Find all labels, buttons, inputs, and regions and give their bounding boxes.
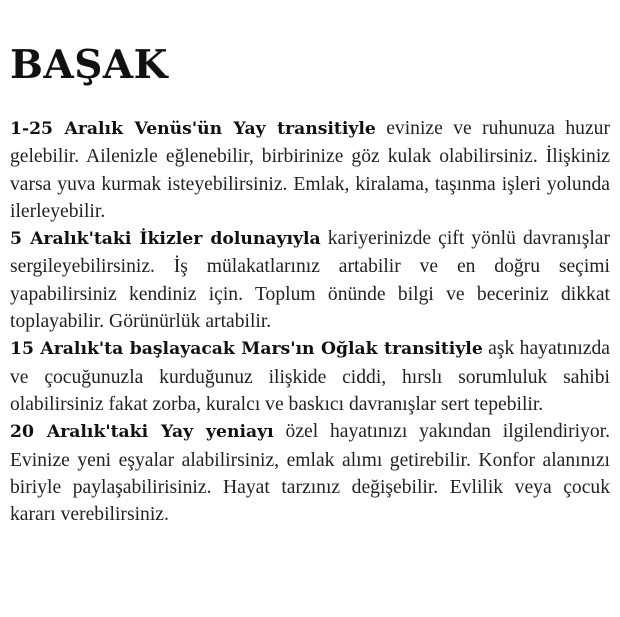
paragraph-gemini-full-moon [10,225,610,335]
paragraph-lead: 20 Aralık'taki Yay yeniayı [10,422,274,443]
paragraph-body: aşk hayatınızda ve çocuğunuzla kurduğunuz ilişkide ciddi, hırslı sorumluluk sahibi olabilirsiniz fakat zorba, kuralcı ve baskıcı davranışlar sert tepebilir. [10,338,610,415]
paragraph-venus-transit [10,115,610,225]
paragraph-lead: 5 Aralık'taki İkizler dolunayıyla [10,229,321,250]
page-title: BAŞAK [10,42,169,88]
paragraph-body: kariyerinizde çift yönlü davranışlar sergileyebilirsiniz. İş mülakatlarınız artabilir ve en doğru seçimi yapabilirsiniz kendiniz için. Toplum önünde bilgi ve beceriniz dikkat toplayabilir. Görünürlük artabilir. [10,228,610,333]
paragraph-mars-transit [10,335,610,418]
horoscope-text [10,115,610,528]
paragraph-lead: 15 Aralık'ta başlayacak Mars'ın Oğlak transitiyle [10,339,483,360]
paragraph-lead: 1-25 Aralık Venüs'ün Yay transitiyle [10,119,376,139]
paragraph-sagittarius-new-moon [10,418,610,528]
paragraph-body: özel hayatınızı yakından ilgilendiriyor. Evinize yeni eşyalar alabilirsiniz, emlak alımı getirebilir. Konfor alanınızı biriyle paylaşabilirisiniz. Hayat tarzınız değişebilir. Evlilik veya çocuk kararı verebilirsiniz. [10,421,610,526]
paragraph-body: evinize ve ruhunuza huzur gelebilir. Ailenizle eğlenebilir, birbirinize göz kulak olabilirsiniz. İlişkiniz varsa yuva kurmak isteyebilirsiniz. Emlak, kiralama, taşınma işleri yolunda ilerleyebilir. [10,118,610,222]
horoscope-page [10,0,610,528]
